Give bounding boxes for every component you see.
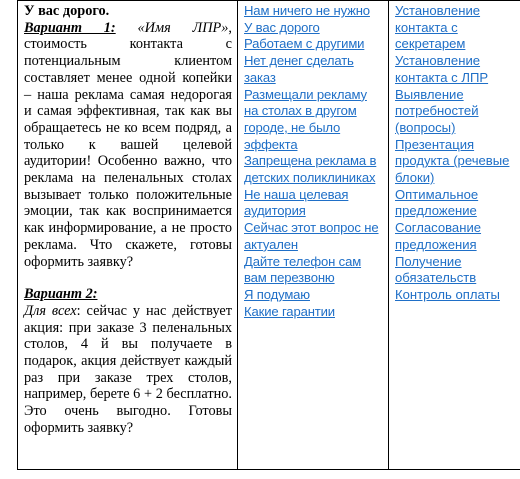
objections-cell [238, 1, 389, 470]
list-item [244, 36, 383, 53]
variant2-label: Вариант 2: [24, 286, 98, 303]
objections-list [244, 3, 383, 320]
list-item [244, 220, 383, 253]
list-item [395, 137, 520, 187]
objection-link[interactable]: Не наша целевая аудитория [244, 186, 349, 219]
list-item [244, 20, 383, 37]
objection-heading: У вас дорого. [24, 3, 110, 19]
list-item [244, 153, 383, 186]
variant1-paragraph [24, 20, 232, 271]
stage-link[interactable]: Установление контакта с ЛПР [395, 53, 489, 85]
stage-link[interactable]: Установление контакта с секретарем [395, 3, 481, 52]
objection-link[interactable]: Запрещена реклама в детских поликлиниках [244, 153, 377, 186]
list-item [395, 187, 520, 220]
variant1-text: , стоимость контакта с потенциальным клиентом составляет менее одной копейки – наша реклама самая недорогая и самая эффективная, так как вы обращаетесь не ко всем подряд, а только к вашей целевой аудитории! Особенно важно, что реклама на пеленальных столах вызывает только положительные эмоции, так как воспринимается как информирование, а не просто реклама. Что скажете, готовы оформить заявку? [24, 19, 232, 270]
objection-link[interactable]: Дайте телефон сам вам перезвоню [244, 253, 362, 286]
list-item [244, 287, 383, 304]
objection-link[interactable]: Какие гарантии [244, 303, 335, 319]
list-item [244, 87, 383, 154]
list-item [395, 3, 520, 53]
objection-link[interactable]: Сейчас этот вопрос не актуален [244, 220, 379, 252]
variant1-label: Вариант 1: [24, 19, 116, 36]
script-table [17, 0, 520, 470]
list-item [244, 3, 383, 20]
stage-link[interactable]: Получение обязательств [395, 253, 477, 286]
list-item [395, 87, 520, 137]
list-item [395, 254, 520, 287]
list-item [244, 254, 383, 287]
objection-link[interactable]: Нам ничего не нужно [244, 3, 370, 18]
table-row [18, 1, 520, 470]
stages-cell [389, 1, 520, 470]
objection-link[interactable]: Размещали рекламу на столах в другом городе, не было эффекта [244, 86, 367, 152]
variant2-for-all: Для всех [24, 302, 77, 319]
stage-link[interactable]: Оптимальное предложение [395, 186, 479, 219]
stage-link[interactable]: Контроль оплаты [395, 286, 500, 302]
list-item [395, 220, 520, 253]
paragraph-gap [24, 270, 232, 286]
list-item [395, 53, 520, 86]
objection-link[interactable]: Я подумаю [244, 286, 310, 302]
stage-link[interactable]: Презентация продукта (речевые блоки) [395, 136, 510, 186]
list-item [395, 287, 520, 304]
list-item [244, 304, 383, 321]
objection-link[interactable]: У вас дорого [244, 19, 320, 35]
objection-link[interactable]: Работаем с другими [244, 36, 365, 52]
variant2-paragraph [24, 303, 232, 437]
variant2-text: : сейчас у нас действует акция: при заказе 3 пеленальных столов, 4 й вы получаете в подарок, акция действует каждый раз при заказе трех столов, например, берете 6 + 2 бесплатно. Это очень выгодно. Готовы оформить заявку? [24, 302, 233, 436]
list-item [244, 187, 383, 220]
list-item [244, 53, 383, 86]
stage-link[interactable]: Согласование предложения [395, 220, 482, 252]
variant1-quote: «Имя ЛПР» [137, 19, 229, 36]
objection-link[interactable]: Нет денег сделать заказ [244, 53, 354, 85]
objection-answer-cell [18, 1, 238, 470]
stage-link[interactable]: Выявление потребностей (вопросы) [395, 86, 479, 135]
stages-list [395, 3, 520, 304]
